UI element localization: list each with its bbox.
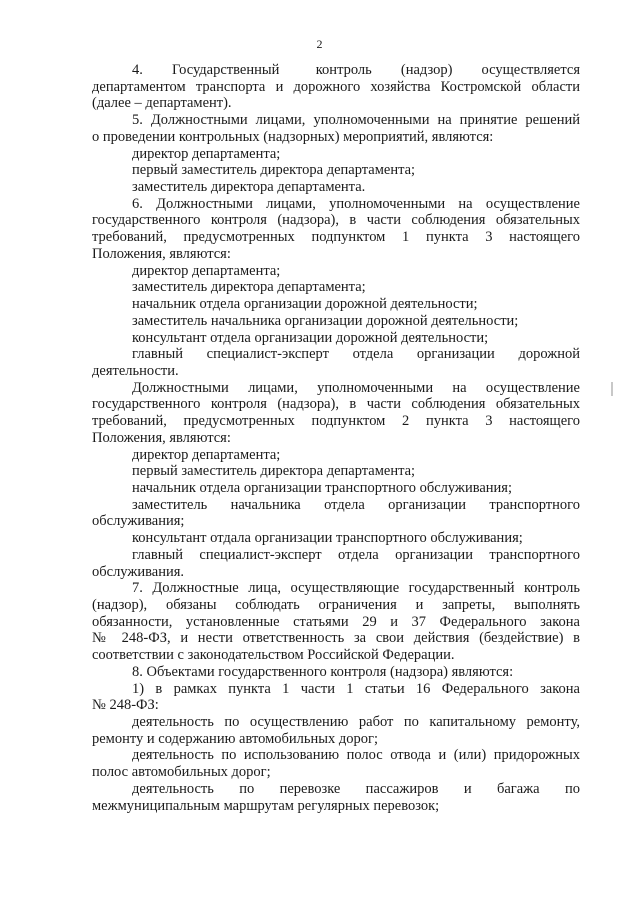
text-line: требований, предусмотренных подпунктом 2 пункта 3 настоящего bbox=[92, 413, 580, 430]
text-line: межмуниципальным маршрутам регулярных перевозок; bbox=[92, 797, 440, 814]
text-line: заместитель начальника организации дорожной деятельности; bbox=[132, 312, 519, 329]
text-line: 7. Должностные лица, осуществляющие государственный контроль bbox=[132, 580, 580, 597]
text-line: заместитель начальника отдела организации транспортного bbox=[132, 496, 580, 513]
text-line: 8. Объектами государственного контроля (надзора) являются: bbox=[132, 663, 514, 680]
text-line: 4. Государственный контроль (надзор) осуществляется bbox=[132, 62, 580, 78]
text-line: Должностными лицами, уполномоченными на осуществление bbox=[132, 379, 580, 396]
text-line: государственного контроля (надзора), в части соблюдения обязательных bbox=[92, 396, 580, 413]
text-line: консультант отдела организации дорожной деятельности; bbox=[132, 329, 489, 346]
text-line: о проведении контрольных (надзорных) мероприятий, являются: bbox=[92, 128, 494, 145]
text-line: Положения, являются: bbox=[92, 429, 231, 446]
text-line: деятельность по перевозке пассажиров и багажа по bbox=[132, 780, 580, 797]
text-line: консультант отдала организации транспортного обслуживания; bbox=[132, 530, 523, 547]
text-line: заместитель директора департамента. bbox=[132, 179, 366, 196]
text-line: ремонту и содержанию автомобильных дорог; bbox=[92, 730, 378, 747]
document-body bbox=[92, 62, 580, 814]
text-line: требований, предусмотренных подпунктом 1 пункта 3 настоящего bbox=[92, 229, 580, 246]
text-line: государственного контроля (надзора), в части соблюдения обязательных bbox=[92, 212, 580, 229]
text-line: (надзор), обязаны соблюдать ограничения и запреты, выполнять bbox=[92, 597, 580, 613]
text-line: Положения, являются: bbox=[92, 245, 231, 262]
text-line: № 248-ФЗ: bbox=[92, 697, 159, 714]
text-line: департаментом транспорта и дорожного хозяйства Костромской области bbox=[92, 78, 580, 95]
page-number: 2 bbox=[316, 37, 323, 51]
text-line: 1) в рамках пункта 1 части 1 статьи 16 Федерального закона bbox=[132, 680, 580, 697]
text-line: главный специалист-эксперт отдела организации транспортного bbox=[132, 546, 580, 563]
text-line: деятельности. bbox=[92, 362, 179, 379]
scan-artifact bbox=[611, 382, 613, 396]
text-line: обязанности, установленные статьями 29 и 37 Федерального закона bbox=[92, 613, 580, 630]
text-line: обслуживания; bbox=[92, 513, 185, 530]
text-line: директор департамента; bbox=[132, 446, 281, 463]
text-line: первый заместитель директора департамента; bbox=[132, 463, 416, 480]
text-line: начальник отдела организации транспортного обслуживания; bbox=[132, 479, 513, 496]
text-line: директор департамента; bbox=[132, 145, 281, 162]
text-line: главный специалист-эксперт отдела организации дорожной bbox=[132, 346, 580, 363]
text-line: деятельность по осуществлению работ по капитальному ремонту, bbox=[132, 714, 580, 731]
text-line: первый заместитель директора департамента; bbox=[132, 162, 416, 179]
text-line: соответствии с законодательством Российской Федерации. bbox=[92, 647, 455, 664]
text-line: 6. Должностными лицами, уполномоченными на осуществление bbox=[132, 195, 580, 212]
text-line: обслуживания. bbox=[92, 563, 185, 580]
text-line: директор департамента; bbox=[132, 262, 281, 279]
text-line: 5. Должностными лицами, уполномоченными на принятие решений bbox=[132, 112, 580, 129]
text-line: № 248-ФЗ, и нести ответственность за свои действия (бездействие) в bbox=[92, 630, 580, 647]
text-line: деятельность по использованию полос отвода и (или) придорожных bbox=[132, 747, 580, 764]
text-line: начальник отдела организации дорожной деятельности; bbox=[132, 296, 478, 313]
text-line: полос автомобильных дорог; bbox=[92, 764, 271, 781]
text-line: (далее – департамент). bbox=[92, 95, 232, 112]
text-line: заместитель директора департамента; bbox=[132, 279, 366, 296]
